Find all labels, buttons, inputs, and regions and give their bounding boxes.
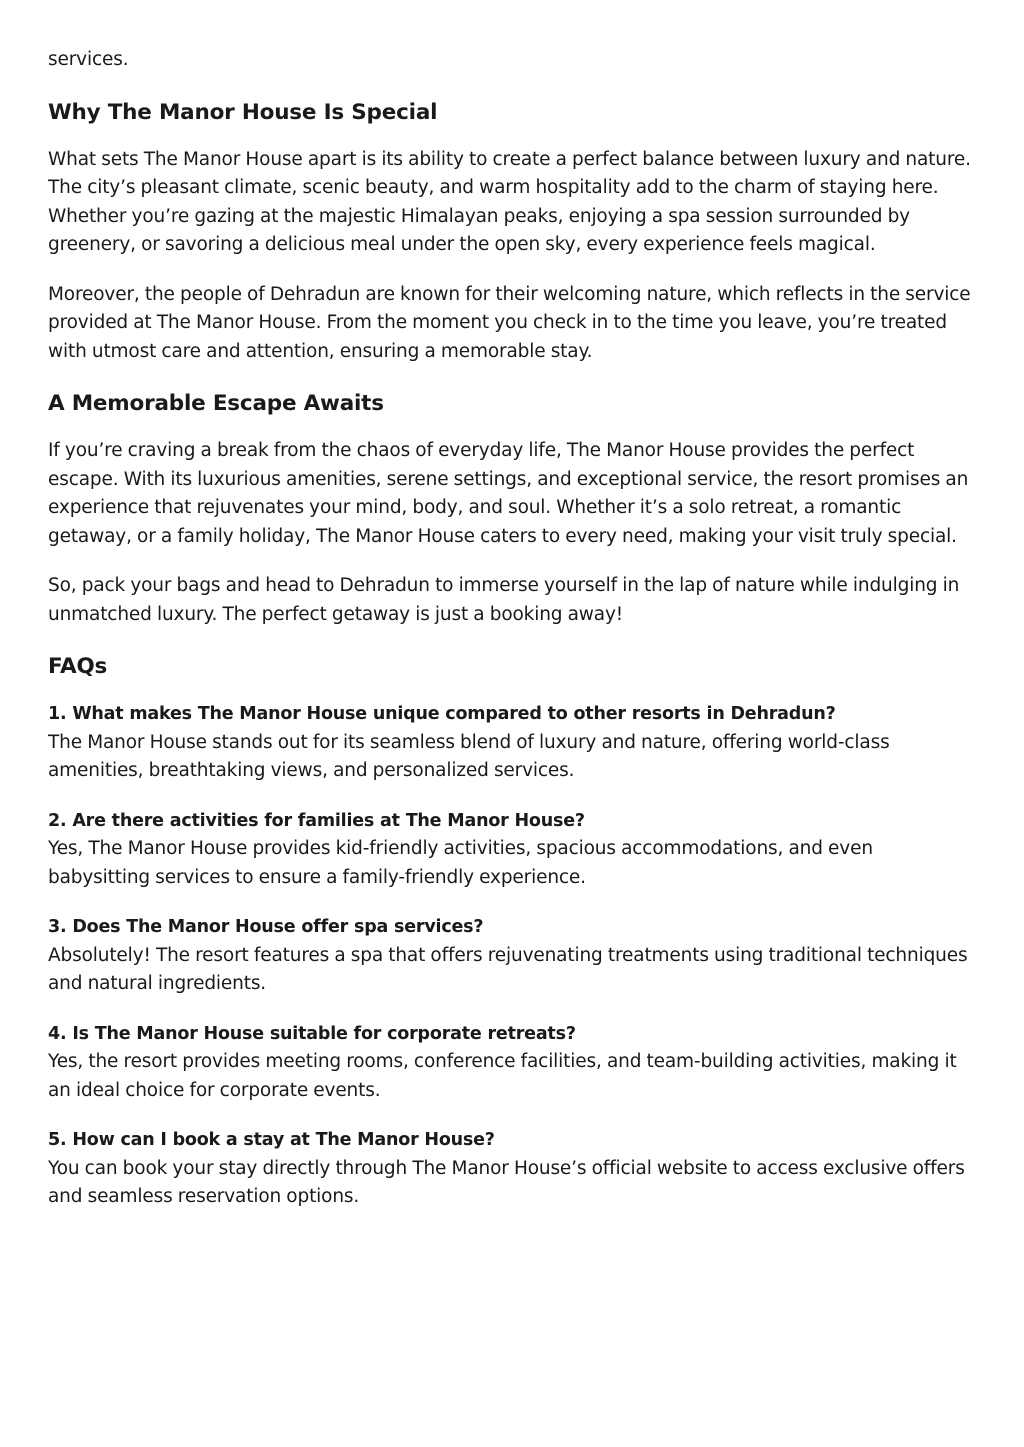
faq-answer: Absolutely! The resort features a spa that offers rejuvenating treatments using traditional techniques and natural ingredients. — [48, 944, 968, 994]
faq-question: 1. What makes The Manor House unique compared to other resorts in Dehradun? — [48, 704, 836, 724]
paragraph-escape-1: If you’re craving a break from the chaos of everyday life, The Manor House provides the perfect escape. With its luxurious amenities, serene settings, and exceptional service, the resort promises an experience that rejuvenates your mind, body, and soul. Whether it’s a solo retreat, a romantic getaway, or a family holiday, The Manor House caters to every need, making your visit truly special. — [48, 440, 969, 547]
faq-answer: Yes, The Manor House provides kid-friendly activities, spacious accommodations, and even babysitting services to ensure a family-friendly experience. — [48, 838, 873, 888]
heading-memorable-escape: A Memorable Escape Awaits — [48, 391, 384, 416]
intro-tail-text: services. — [48, 49, 129, 70]
faq-item — [48, 700, 978, 786]
faq-item — [48, 807, 978, 893]
heading-why-special: Why The Manor House Is Special — [48, 99, 438, 125]
faq-answer: You can book your stay directly through The Manor House’s official website to access exclusive offers and seamless reservation options. — [48, 1157, 965, 1207]
faq-question: 4. Is The Manor House suitable for corporate retreats? — [48, 1023, 576, 1044]
paragraph-escape-2: So, pack your bags and head to Dehradun to immerse yourself in the lap of nature while indulging in unmatched luxury. The perfect getaway is just a booking away! — [48, 575, 960, 625]
paragraph-special-2: Moreover, the people of Dehradun are known for their welcoming nature, which reflects in the service provided at The Manor House. From the moment you check in to the time you leave, you’re treated with utmost care and attention, ensuring a memorable stay. — [48, 283, 971, 362]
faq-item — [48, 1020, 978, 1106]
faq-item — [48, 913, 978, 999]
faq-answer: The Manor House stands out for its seamless blend of luxury and nature, offering world-class amenities, breathtaking views, and personalized services. — [48, 731, 890, 781]
faq-question: 5. How can I book a stay at The Manor House? — [48, 1130, 495, 1150]
faq-question: 3. Does The Manor House offer spa services? — [48, 917, 484, 937]
heading-faqs: FAQs — [48, 654, 108, 679]
faq-question: 2. Are there activities for families at The Manor House? — [48, 810, 585, 831]
faq-item — [48, 1126, 978, 1212]
faq-list — [48, 700, 978, 1212]
faq-answer: Yes, the resort provides meeting rooms, conference facilities, and team-building activities, making it an ideal choice for corporate events. — [48, 1051, 957, 1101]
paragraph-special-1: What sets The Manor House apart is its ability to create a perfect balance between luxury and nature. The city’s pleasant climate, scenic beauty, and warm hospitality add to the charm of staying here. Whether you’re gazing at the majestic Himalayan peaks, enjoying a spa session surrounded by greenery, or savoring a delicious meal under the open sky, every experience feels magical. — [48, 148, 971, 255]
document-page — [48, 46, 978, 1233]
